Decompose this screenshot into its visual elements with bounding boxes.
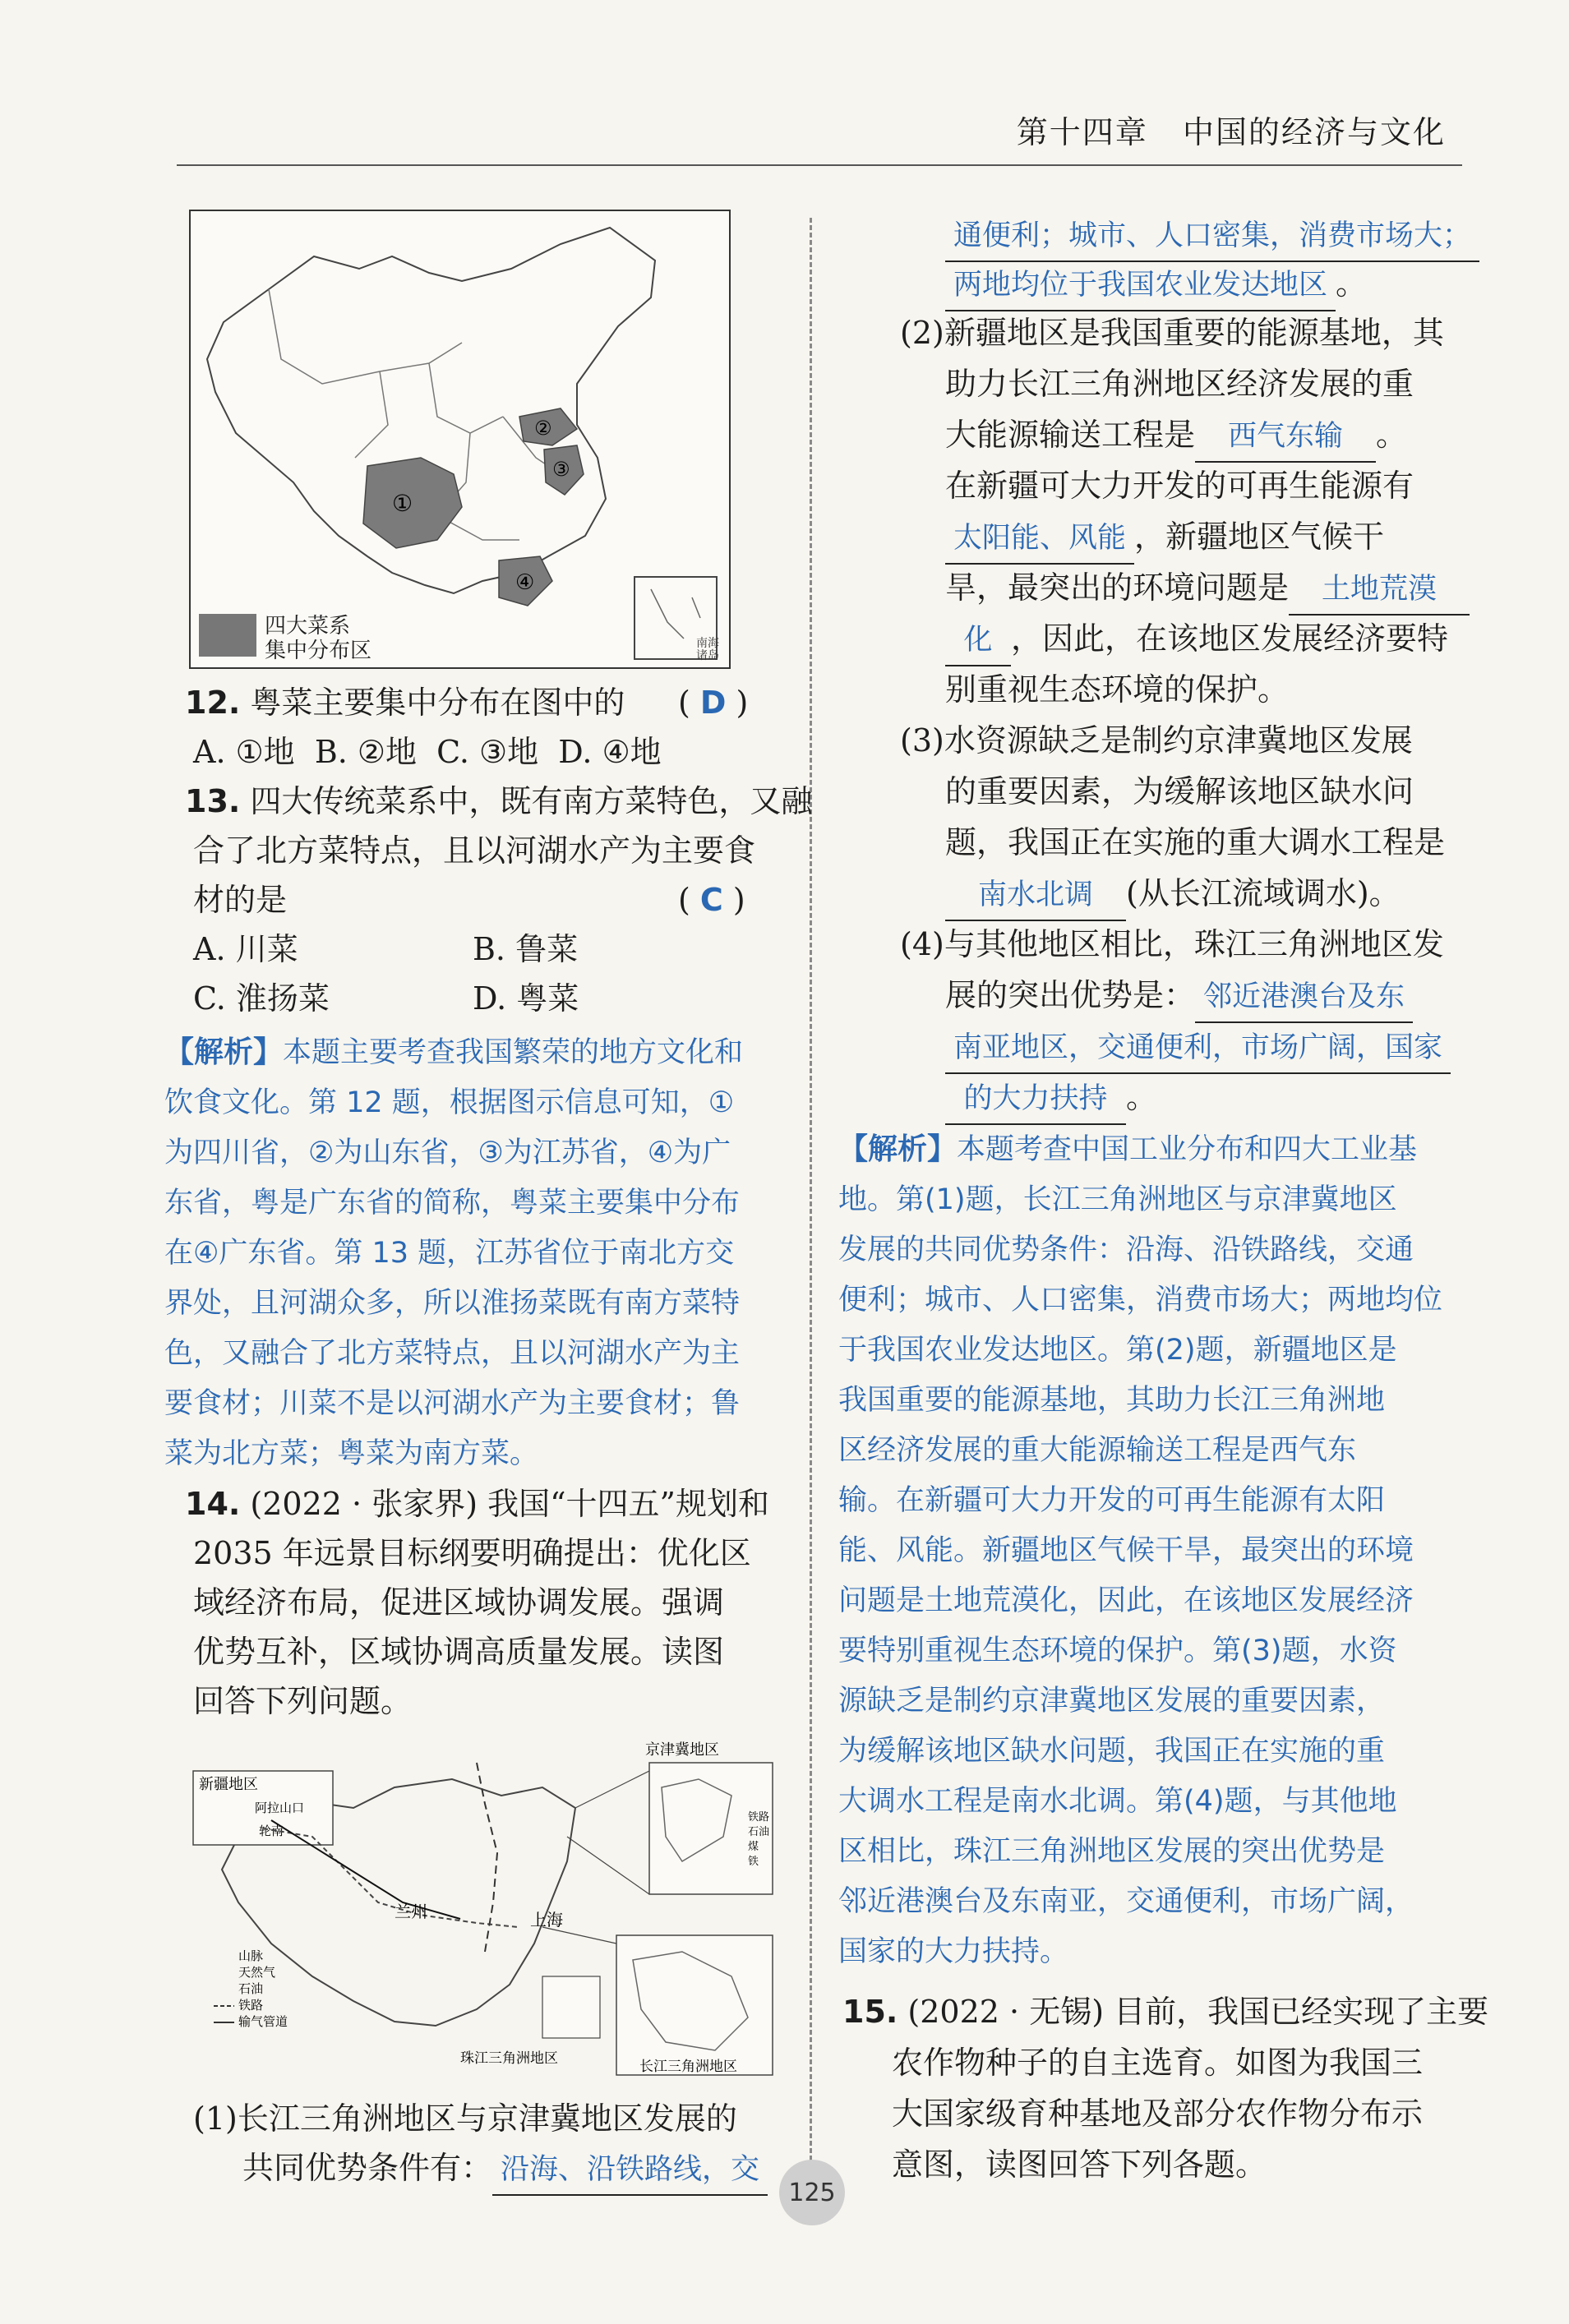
svg-text:石油: 石油 — [238, 1981, 264, 1996]
china-cuisine-map — [189, 210, 731, 669]
q14-sub1-line1: (1)长江三角洲地区与京津冀地区发展的 — [193, 2100, 737, 2137]
q14-stem-2: 2035 年远景目标纲要明确提出：优化区 — [193, 1535, 751, 1571]
svg-text:铁路: 铁路 — [748, 1811, 770, 1824]
q14-sub3-line1: (3)水资源缺乏是制约京津冀地区发展 — [900, 722, 1413, 759]
q14-sub1-answer-2: 通便利；城市、人口密集，消费市场大； — [945, 210, 1479, 262]
svg-text:铁: 铁 — [748, 1856, 759, 1868]
column-divider — [810, 218, 812, 2168]
q14-sub2-line3: 大能源输送工程是 西气东输 。 — [945, 410, 1407, 463]
svg-text:山脉: 山脉 — [238, 1948, 264, 1963]
q14-sub4-line4: 的大力扶持 。 — [945, 1072, 1157, 1125]
q14-sub1-line2: 共同优势条件有： 沿海、沿铁路线，交 — [242, 2143, 768, 2196]
page-number: 125 — [779, 2160, 845, 2225]
q14-sub4-answer-2: 南亚地区，交通便利，市场广阔，国家 — [945, 1023, 1451, 1074]
q15-stem-1: 15. (2022 · 无锡) 目前，我国已经实现了主要 — [842, 1994, 1489, 2030]
q13-stem-3: 材的是 — [193, 882, 288, 918]
q15-stem-2: 农作物种子的自主选育。如图为我国三 — [892, 2045, 1424, 2081]
svg-text:长江三角洲地区: 长江三角洲地区 — [639, 2059, 737, 2075]
svg-text:输气管道: 输气管道 — [238, 2014, 288, 2029]
svg-text:石油: 石油 — [748, 1826, 770, 1838]
svg-text:上海: 上海 — [530, 1910, 563, 1930]
q14-sub4-line2: 展的突出优势是： 邻近港澳台及东 — [945, 971, 1413, 1023]
q14-sub2-line1: (2)新疆地区是我国重要的能源基地，其 — [900, 315, 1444, 351]
analysis-q12-q13: 【解析】本题主要考查我国繁荣的地方文化和 饮食文化。第 12 题，根据图示信息可知，① 为四川省，②为山东省，③为江苏省，④为广 东省，粤是广东省的简称，粤菜主要集中分布 在④广东省。第 13 题，江苏省位于南北方交 界处，且河湖众多，所以淮扬菜既有南方菜特 色，又融合了北方菜特点，且以河湖水产为主 要食材；川菜不是以河湖水产为主要食材；鲁 菜为北方菜；粤菜为南方菜。 — [164, 1035, 744, 1470]
q14-stem-5: 回答下列问题。 — [193, 1683, 413, 1719]
svg-text:②: ② — [534, 417, 552, 440]
q12-answer: ( D ) — [678, 685, 749, 721]
svg-text:煤: 煤 — [748, 1841, 759, 1853]
q13-option-d: D. 粤菜 — [473, 980, 579, 1017]
svg-text:阿拉山口: 阿拉山口 — [255, 1801, 305, 1815]
q14-sub2-line7: 化 ，因此，在该地区发展经济要特 — [945, 614, 1448, 666]
q14-sub2-answer-1: 西气东输 — [1195, 412, 1376, 463]
q14-sub4-answer-1: 邻近港澳台及东 — [1195, 972, 1413, 1023]
svg-text:④: ④ — [515, 570, 535, 595]
q14-sub3-line4: 南水北调 (从长江流域调水)。 — [945, 869, 1401, 921]
svg-text:南海: 南海 — [696, 637, 719, 650]
q14-sub3-line2: 的重要因素，为缓解该地区缺水问 — [945, 773, 1414, 809]
q14-sub2-line2: 助力长江三角洲地区经济发展的重 — [945, 366, 1414, 402]
q13-option-c: C. 淮扬菜 — [193, 980, 330, 1017]
svg-text:轮南: 轮南 — [259, 1824, 284, 1838]
q13-option-a: A. 川菜 — [193, 931, 298, 967]
q12-stem: 12. 粤菜主要集中分布在图中的 — [185, 685, 625, 721]
svg-text:③: ③ — [552, 458, 570, 481]
q14-stem-4: 优势互补，区域协调高质量发展。读图 — [193, 1634, 725, 1670]
q14-stem-3: 域经济布局，促进区域协调发展。强调 — [193, 1584, 725, 1621]
q14-sub4-answer-3: 的大力扶持 — [945, 1074, 1126, 1125]
q14-sub4-line1: (4)与其他地区相比，珠江三角洲地区发 — [900, 926, 1444, 962]
svg-text:诸岛: 诸岛 — [696, 649, 719, 662]
q14-sub2-line4: 在新疆可大力开发的可再生能源有 — [945, 468, 1414, 504]
q13-answer: ( C ) — [678, 882, 745, 918]
q14-sub2-line8: 别重视生态环境的保护。 — [945, 671, 1290, 708]
q15-stem-4: 意图，读图回答下列各题。 — [892, 2146, 1267, 2183]
q14-sub2-answer-3: 土地荒漠 — [1289, 565, 1470, 616]
q14-sub3-line3: 题，我国正在实施的重大调水工程是 — [945, 824, 1446, 860]
q13-stem-1: 13. 四大传统菜系中，既有南方菜特色，又融 — [185, 783, 813, 819]
legend-swatch — [199, 614, 256, 657]
q14-sub4-line3 — [945, 1021, 1451, 1074]
analysis-q14: 【解析】本题考查中国工业分布和四大工业基 地。第(1)题，长江三角洲地区与京津冀地区 发展的共同优势条件：沿海、沿铁路线，交通 便利；城市、人口密集，消费市场大；两地均位 于我国农业发达地区。第(2)题，新疆地区是 我国重要的能源基地，其助力长江三角洲地 区经济发展的重大能源输送工程是西气东 输。在新疆可大力开发的可再生能源有太阳 能、风能。新疆地区气候干旱，最突出的环境 问题是土地荒漠化，因此，在该地区发展经济 要特别重视生态环境的保护。第(3)题，水资 源缺乏是制约京津冀地区发展的重要因素， 为缓解该地区缺水问题，我国正在实施的重 大调水工程是南水北调。第(4)题，与其他地 区相比，珠江三角洲地区发展的突出优势是 邻近港澳台及东南亚，交通便利，市场广阔， 国家的大力扶持。 — [838, 1132, 1443, 1968]
q13-option-b: B. 鲁菜 — [473, 931, 579, 967]
q13-stem-2: 合了北方菜特点，且以河湖水产为主要食 — [193, 832, 756, 869]
q14-sub1-answer-3: 两地均位于我国农业发达地区 。 — [945, 259, 1367, 311]
svg-text:珠江三角洲地区: 珠江三角洲地区 — [460, 2050, 558, 2067]
q14-sub2-answer-2: 太阳能、风能 — [945, 514, 1134, 565]
q14-sub2-line6: 旱，最突出的环境问题是 土地荒漠 — [945, 563, 1470, 616]
q14-sub2-line5: 太阳能、风能 ，新疆地区气候干 — [945, 512, 1384, 565]
svg-text:新疆地区: 新疆地区 — [199, 1776, 258, 1793]
q14-sub1-answer-1: 沿海、沿铁路线，交 — [492, 2145, 768, 2196]
chapter-title: 中国的经济与文化 — [1182, 114, 1446, 150]
svg-text:天然气: 天然气 — [238, 1965, 276, 1980]
q14-stem-1: 14. (2022 · 张家界) 我国“十四五”规划和 — [185, 1486, 769, 1522]
q12-options: A. ①地 B. ②地 C. ③地 D. ④地 — [193, 734, 662, 770]
regional-economy-map — [189, 1738, 777, 2083]
china-outline-map — [191, 211, 729, 667]
q14-sub3-answer: 南水北调 — [945, 870, 1126, 921]
chapter-header — [1017, 107, 1446, 152]
map-legend-label: 四大菜系 集中分布区 — [265, 614, 372, 663]
regional-economy-svg — [189, 1738, 777, 2083]
q15-stem-3: 大国家级育种基地及部分农作物分布示 — [892, 2096, 1424, 2132]
chapter-number: 第十四章 — [1016, 114, 1148, 150]
svg-text:①: ① — [392, 490, 413, 517]
header-rule — [177, 164, 1462, 166]
svg-text:京津冀地区: 京津冀地区 — [645, 1741, 719, 1759]
svg-text:兰州: 兰州 — [395, 1902, 427, 1921]
svg-text:铁路: 铁路 — [238, 1998, 264, 2013]
